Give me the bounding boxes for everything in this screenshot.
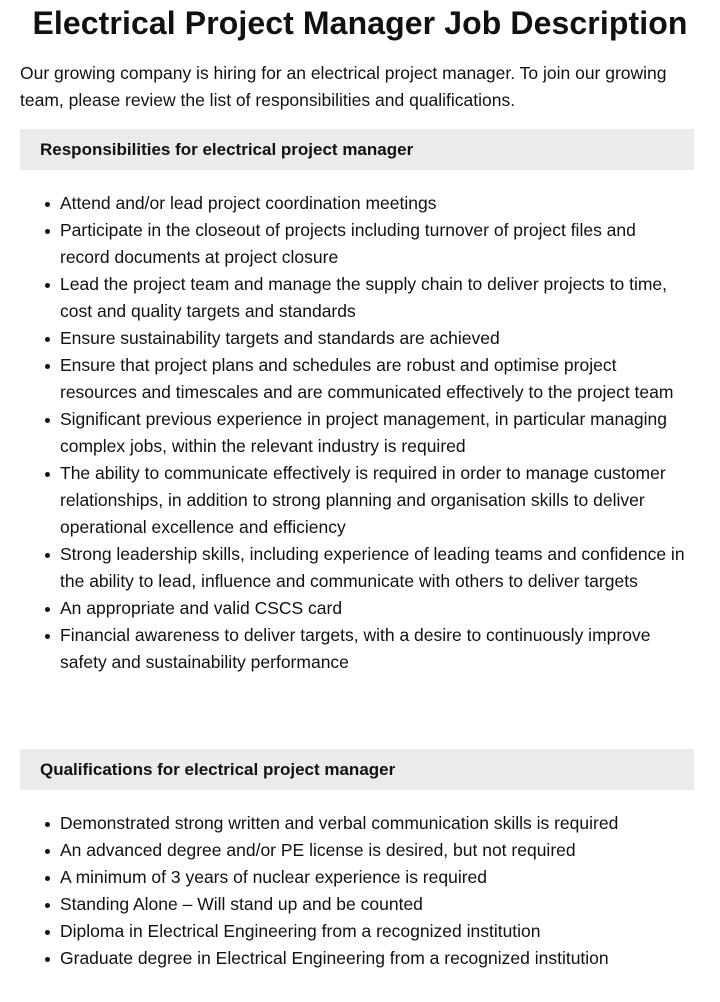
qualifications-list	[20, 810, 690, 972]
list-item: Standing Alone – Will stand up and be counted	[60, 891, 690, 918]
responsibilities-list	[20, 190, 690, 676]
list-item: Financial awareness to deliver targets, with a desire to continuously improve safety and sustainability performance	[60, 622, 690, 676]
page-title: Electrical Project Manager Job Description	[32, 5, 688, 41]
list-item: Graduate degree in Electrical Engineering from a recognized institution	[60, 945, 690, 972]
list-item: Demonstrated strong written and verbal communication skills is required	[60, 810, 690, 837]
list-item: Attend and/or lead project coordination meetings	[60, 190, 690, 217]
list-item: An appropriate and valid CSCS card	[60, 595, 690, 622]
list-item: Strong leadership skills, including experience of leading teams and confidence in the ability to lead, influence and communicate with others to deliver targets	[60, 541, 690, 595]
list-item: An advanced degree and/or PE license is desired, but not required	[60, 837, 690, 864]
list-item: The ability to communicate effectively is required in order to manage customer relationships, in addition to strong planning and organisation skills to deliver operational excellence and efficiency	[60, 460, 690, 541]
list-item: Ensure that project plans and schedules are robust and optimise project resources and timescales and are communicated effectively to the project team	[60, 352, 690, 406]
list-item: Lead the project team and manage the supply chain to deliver projects to time, cost and quality targets and standards	[60, 271, 690, 325]
list-item: Diploma in Electrical Engineering from a recognized institution	[60, 918, 690, 945]
list-item: Significant previous experience in project management, in particular managing complex jobs, within the relevant industry is required	[60, 406, 690, 460]
list-item: A minimum of 3 years of nuclear experience is required	[60, 864, 690, 891]
intro-paragraph: Our growing company is hiring for an electrical project manager. To join our growing team, please review the list of responsibilities and qualifications.	[20, 63, 667, 110]
list-item: Participate in the closeout of projects including turnover of project files and record documents at project closure	[60, 217, 690, 271]
responsibilities-heading: Responsibilities for electrical project manager	[20, 129, 694, 170]
list-item: Ensure sustainability targets and standards are achieved	[60, 325, 690, 352]
qualifications-heading: Qualifications for electrical project manager	[20, 749, 694, 790]
